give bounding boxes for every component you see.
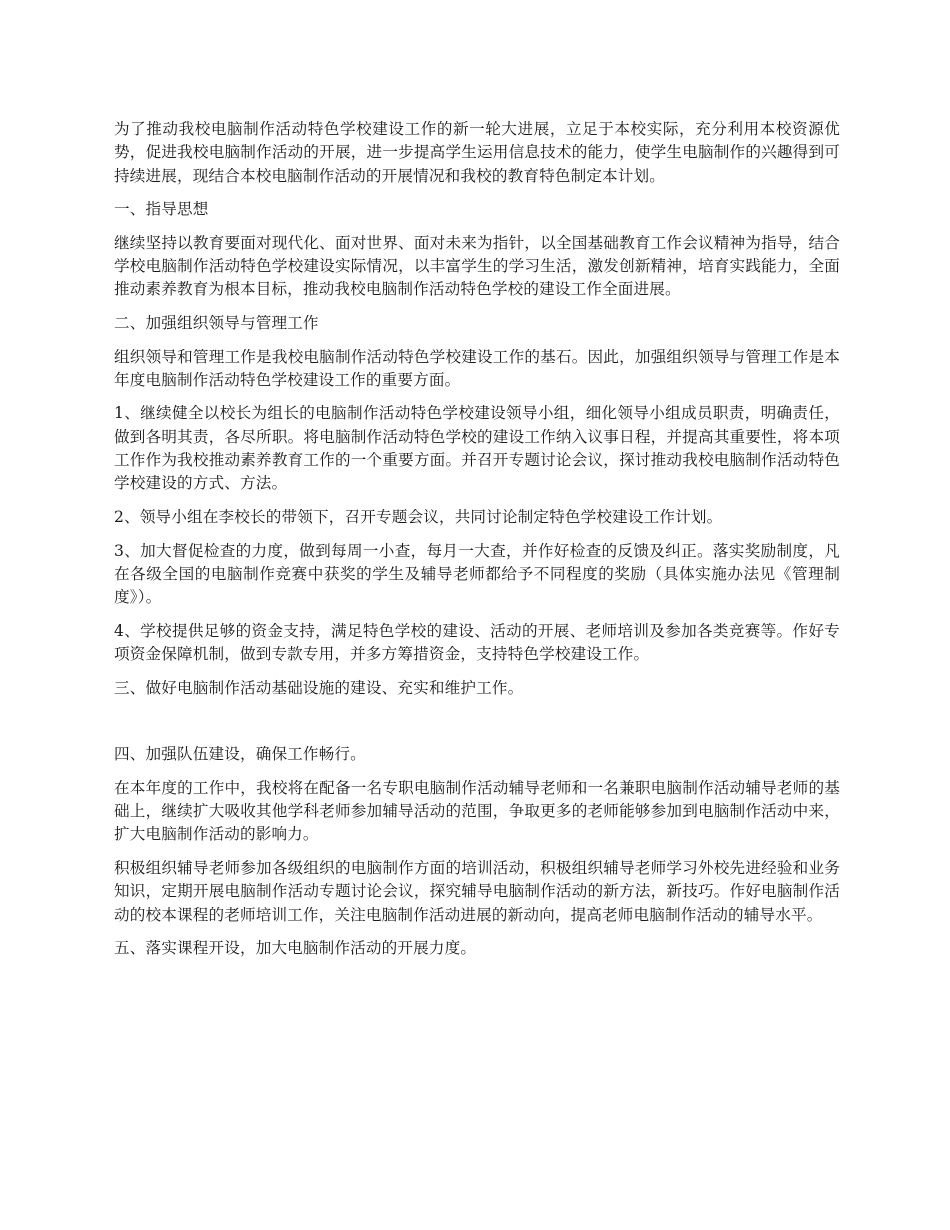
section-1-body: 继续坚持以教育要面对现代化、面对世界、面对未来为指针，以全国基础教育工作会议精神为指导，结合学校电脑制作活动特色学校建设实际情况，以丰富学生的学习生活，激发创新精神，培育实践能力，全面推动素养教育为根本目标，推动我校电脑制作活动特色学校的建设工作全面进展。: [114, 233, 840, 299]
section-2-item-4: 4、学校提供足够的资金支持，满足特色学校的建设、活动的开展、老师培训及参加各类竞赛等。作好专项资金保障机制，做到专款专用，并多方筹措资金，支持特色学校建设工作。: [114, 621, 840, 664]
section-2-item-2: 2、领导小组在李校长的带领下，召开专题会议，共同讨论制定特色学校建设工作计划。: [114, 507, 723, 526]
document-page: [114, 118, 840, 971]
section-4-heading: 四、加强队伍建设，确保工作畅行。: [114, 745, 366, 764]
section-2-item-1: 1、继续健全以校长为组长的电脑制作活动特色学校建设领导小组，细化领导小组成员职责，明确责任，做到各明其责，各尽所职。将电脑制作活动特色学校的建设工作纳入议事日程，并提高其重要性，将本项工作作为我校推动素养教育工作的一个重要方面。并召开专题讨论会议，探讨推动我校电脑制作活动特色学校建设的方式、方法。: [114, 404, 840, 493]
section-2-heading: 二、加强组织领导与管理工作: [114, 313, 319, 332]
section-4-paragraph-2: 积极组织辅导老师参加各级组织的电脑制作方面的培训活动，积极组织辅导老师学习外校先进经验和业务知识，定期开展电脑制作活动专题讨论会议，探究辅导电脑制作活动的新方法，新技巧。作好电脑制作活动的校本课程的老师培训工作，关注电脑制作活动进展的新动向，提高老师电脑制作活动的辅导水平。: [114, 858, 840, 924]
section-5-heading: 五、落实课程开设，加大电脑制作活动的开展力度。: [114, 939, 477, 958]
section-4-paragraph-1: 在本年度的工作中，我校将在配备一名专职电脑制作活动辅导老师和一名兼职电脑制作活动辅导老师的基础上，继续扩大吸收其他学科老师参加辅导活动的范围，争取更多的老师能够参加到电脑制作活动中来，扩大电脑制作活动的影响力。: [114, 778, 840, 844]
section-3-heading: 三、做好电脑制作活动基础设施的建设、充实和维护工作。: [114, 678, 524, 697]
section-1-heading: 一、指导思想: [114, 200, 209, 219]
intro-paragraph: 为了推动我校电脑制作活动特色学校建设工作的新一轮大进展，立足于本校实际，充分利用本校资源优势，促进我校电脑制作活动的开展，进一步提高学生运用信息技术的能力，使学生电脑制作的兴趣得到可持续进展，现结合本校电脑制作活动的开展情况和我校的教育特色制定本计划。: [114, 120, 840, 185]
section-2-body: 组织领导和管理工作是我校电脑制作活动特色学校建设工作的基石。因此，加强组织领导与管理工作是本年度电脑制作活动特色学校建设工作的重要方面。: [114, 347, 840, 389]
blank-spacer: [114, 710, 840, 743]
section-2-item-3: 3、加大督促检查的力度，做到每周一小查，每月一大查，并作好检查的反馈及纠正。落实奖励制度，凡在各级全国的电脑制作竞赛中获奖的学生及辅导老师都给予不同程度的奖励（具体实施办法见《管理制度》）。: [114, 541, 840, 607]
